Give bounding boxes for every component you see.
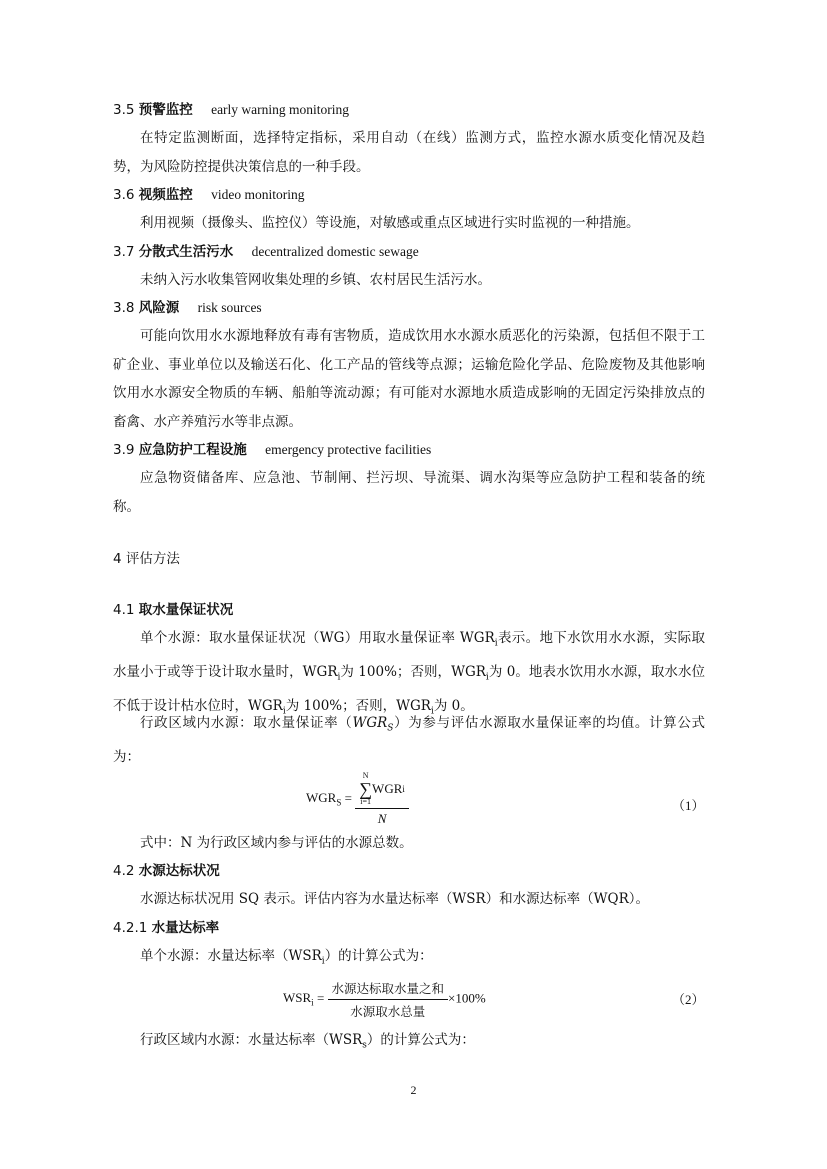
section-4-2-1-heading: 4.2.1 水量达标率 (113, 920, 220, 936)
section-3-7-body: 未纳入污水收集管网收集处理的乡镇、农村居民生活污水。 (140, 272, 491, 288)
formula-fraction: N ∑ i=1 WGR i N (355, 772, 409, 827)
section-3-5-heading: 3.5 预警监控 early warning monitoring (113, 102, 350, 118)
section-3-9-body: 应急物资储备库、应急池、节制闸、拦污坝、导流渠、调水沟渠等应急防护工程和装备的统称。 (113, 470, 705, 515)
section-title: 水源达标状况 (138, 863, 220, 879)
equation-number-1: （1） (672, 798, 705, 813)
section-3-6-body: 利用视频（摄像头、监控仪）等设施，对敏感或重点区域进行实时监视的一种措施。 (140, 215, 640, 231)
section-3-6-heading: 3.6 视频监控 video monitoring (113, 187, 305, 203)
section-title-en: emergency protective facilities (265, 442, 432, 457)
section-title-en: early warning monitoring (211, 102, 350, 117)
section-3-8-heading: 3.8 风险源 risk sources (113, 300, 262, 316)
equation-number-2: （2） (672, 992, 705, 1007)
section-title-en: risk sources (197, 300, 262, 315)
section-title: 取水量保证状况 (138, 602, 234, 618)
section-4-1-para-2: 行政区域内水源：取水量保证率$(WGR_S)$为参与评估水源取水量保证率的均值。计算公式为： (113, 715, 706, 766)
section-4-2-1-para-2: 行政区域内水源：水量达标率$(WSR_s)$的计算公式为： (140, 1032, 475, 1051)
formula-fraction: $\frac{\text{水源达标取水量之和}}{\text{水源取水总量}}$ (328, 979, 449, 1020)
section-title-en: decentralized domestic sewage (251, 244, 419, 259)
section-4-1-para-1: 单个水源：取水量保证状况（WG）用取水量保证率 $WGR_i$表示。地下水饮用水水源，实际取水量小于或等于设计取水量时，$WGR_i$为 100%；否则，$WGR_i$为 0。地表水饮用水水源，取水水位不低于设计枯水位时，$WGR_i$为 100%；否则，$WGR_i$为 0。 (113, 630, 706, 718)
section-4-heading: 4 评估方法 (113, 551, 180, 567)
section-4-1-heading: 4.1 取水量保证状况 (113, 602, 234, 618)
section-title: 风险源 (138, 300, 180, 316)
section-title: 评估方法 (125, 551, 180, 567)
section-title: 视频监控 (138, 187, 193, 203)
section-title: 分散式生活污水 (138, 244, 234, 260)
formula-lhs: $WSR_i$ (283, 990, 314, 1009)
section-4-1-para-3: 式中：N 为行政区域内参与评估的水源总数。 (140, 835, 413, 851)
page-number: 2 (410, 1083, 417, 1097)
section-title: 预警监控 (138, 102, 193, 118)
section-3-9-heading: 3.9 应急防护工程设施 emergency protective facilities (113, 442, 432, 458)
formula-1: $WGR_S$ = N ∑ i=1 WGR i N (306, 772, 409, 827)
section-title-en: video monitoring (211, 187, 305, 202)
sigma-symbol: ∑ (359, 779, 373, 799)
section-title: 水量达标率 (151, 920, 220, 936)
section-4-2-1-para-1: 单个水源：水量达标率$(WSR_i)$的计算公式为： (140, 948, 433, 967)
formula-2: $WSR_i$ = $\frac{\text{水源达标取水量之和}}{\text{水源取水总量}}$ ×100% (283, 981, 486, 1019)
section-3-7-heading: 3.7 分散式生活污水 decentralized domestic sewage (113, 244, 419, 260)
section-3-5-body: 在特定监测断面，选择特定指标，采用自动（在线）监测方式，监控水源水质变化情况及趋势，为风险防控提供决策信息的一种手段。 (113, 130, 705, 175)
section-3-8-body: 可能向饮用水水源地释放有毒有害物质，造成饮用水水源水质恶化的污染源，包括但不限于工矿企业、事业单位以及输送石化、化工产品的管线等点源；运输危险化学品、危险废物及其他影响饮用水水源安全物质的车辆、船舶等流动源；有可能对水源地水质造成影响的无固定污染排放点的畜禽、水产养殖污水等非点源。 (113, 328, 705, 430)
section-title: 应急防护工程设施 (138, 442, 247, 458)
formula-lhs: $WGR_S$ (306, 790, 342, 809)
section-4-2-heading: 4.2 水源达标状况 (113, 863, 220, 879)
section-4-2-para-1: 水源达标状况用 SQ 表示。评估内容为水量达标率（WSR）和水源达标率（WQR）。 (140, 891, 650, 907)
